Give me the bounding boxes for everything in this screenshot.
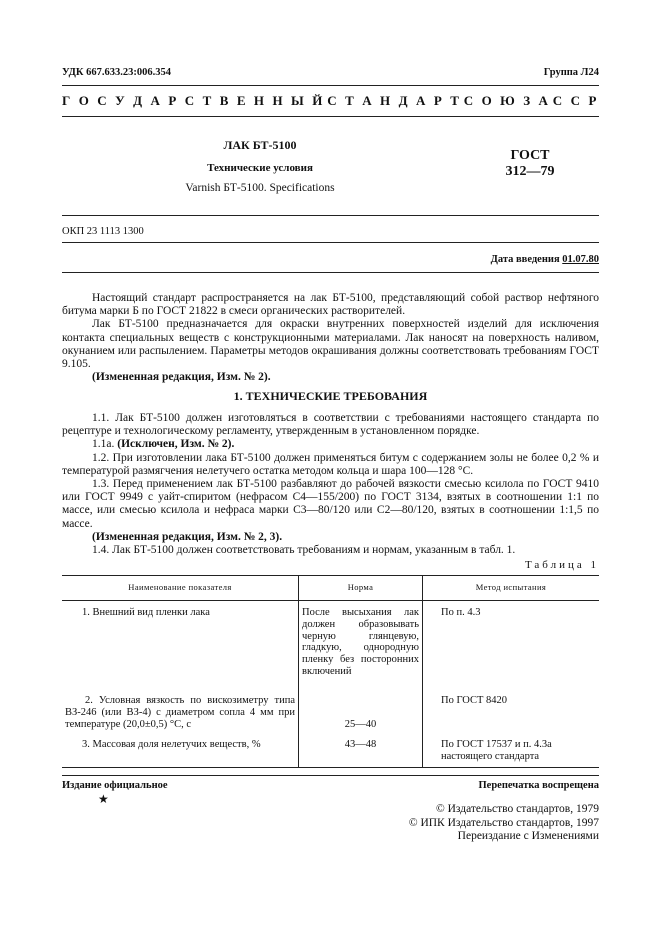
- okp-rule: [62, 242, 599, 243]
- row-2-method: По ГОСТ 8420: [423, 687, 600, 731]
- row-3-method: По ГОСТ 17537 и п. 4.3а настоящего стандарта: [423, 731, 600, 768]
- state-word: С С Р: [552, 93, 599, 108]
- state-word: С Т А Н Д А Р Т: [327, 93, 462, 108]
- clause-1-1: 1.1. Лак БТ-5100 должен изготовляться в соответствии с требованиями настоящего стандарта по рецептуре и технологическому регламенту, утвержденным в установленном порядке.: [62, 412, 599, 438]
- footer-rule: [62, 775, 599, 776]
- copyright-1997: © ИПК Издательство стандартов, 1997: [408, 816, 599, 829]
- section-1-heading: 1. ТЕХНИЧЕСКИЕ ТРЕБОВАНИЯ: [233, 389, 428, 403]
- star-icon: ★: [98, 792, 109, 806]
- header-rule: [62, 85, 599, 86]
- header-indicator: Наименование показателя: [62, 576, 299, 601]
- table-header-row: [62, 576, 599, 601]
- copyright-1979: © Издательство стандартов, 1979: [435, 803, 599, 815]
- intro-date: [491, 254, 599, 265]
- banner-rule: [62, 116, 599, 117]
- english-title: Varnish БТ-5100. Specifications: [185, 182, 335, 194]
- reprint-prohibited: Перепечатка воспрещена: [478, 780, 599, 791]
- header-norm: Норма: [299, 576, 423, 601]
- intro-paragraph-1: Настоящий стандарт распространяется на лак БТ-5100, представляющий собой раствор нефтяного битума марки Б по ГОСТ 21822 в смеси органических растворителей.: [62, 292, 599, 318]
- date-rule: [62, 272, 599, 273]
- table-1: [62, 575, 599, 768]
- row-1-indicator: 1. Внешний вид пленки лака: [82, 607, 210, 618]
- table-row: [62, 731, 599, 768]
- table-row: [62, 601, 599, 688]
- copyright-block: [409, 803, 599, 844]
- table-row: [62, 687, 599, 731]
- title-rule: [62, 215, 599, 216]
- okp-code: ОКП 23 1113 1300: [62, 226, 144, 237]
- standard-subtitle: Технические условия: [207, 162, 313, 174]
- udk-code: УДК 667.633.23:006.354: [62, 67, 171, 78]
- standard-title: ЛАК БТ-5100: [223, 138, 297, 152]
- official-edition: Издание официальное: [62, 780, 168, 791]
- clause-1-2: 1.2. При изготовлении лака БТ-5100 должен применяться битум с содержанием золы не более 0,2 % и температурой размягчения нелетучего остатка методом кольца и шара 100—128 °С.: [62, 451, 599, 477]
- clause-1-1a-number: 1.1а.: [92, 438, 118, 451]
- clause-1-1a-note: (Исключен, Изм. № 2).: [117, 438, 235, 451]
- row-3-norm: 43—48: [299, 731, 423, 768]
- reissue-note: Переиздание с Изменениями: [457, 830, 599, 842]
- section-1-text: [62, 412, 599, 557]
- header-method: Метод испытания: [423, 576, 600, 601]
- clause-1-1a: [62, 438, 599, 451]
- row-1-method: По п. 4.3: [423, 601, 600, 688]
- row-2-norm: 25—40: [299, 687, 423, 731]
- intro-date-value: 01.07.80: [562, 254, 599, 265]
- clause-1-4: 1.4. Лак БТ-5100 должен соответствовать требованиям и нормам, указанным в табл. 1.: [92, 544, 516, 557]
- intro-date-label: Дата введения: [490, 254, 563, 265]
- group-code: Группа Л24: [543, 67, 599, 78]
- row-1-norm: После высыхания лак должен образовывать черную глянцевую, гладкую, однородную пленку без посторонних включений: [299, 601, 423, 688]
- state-word: Г О С У Д А Р С Т В Е Н Н Ы Й: [62, 93, 325, 108]
- state-standard-banner: [62, 93, 599, 109]
- state-word: С О Ю З А: [463, 93, 551, 108]
- intro-amendment-note: (Измененная редакция, Изм. № 2).: [92, 371, 271, 384]
- intro-paragraph-2: Лак БТ-5100 предназначается для окраски внутренних поверхностей изделий для исключения контакта специальных веществ с конструкционными материалами. Лак наносят на поверхность наливом, окунанием или распылением. Параметры методов окрашивания должны соответствовать требованиям ГОСТ 9.105.: [62, 318, 599, 371]
- intro-text: [62, 292, 599, 384]
- row-3-indicator: 3. Массовая доля нелетучих веществ, %: [62, 731, 299, 768]
- clause-1-3-amendment-note: (Измененная редакция, Изм. № 2, 3).: [92, 530, 283, 543]
- clause-1-3: 1.3. Перед применением лак БТ-5100 разбавляют до рабочей вязкости смесью ксилола по ГОСТ 9410 или ГОСТ 9949 с уайт-спиритом (нефрасом С4—155/200) по ГОСТ 3134, взятых в соотношении 1:1 по массе, или смесью ксилола и нефраса марки С3—80/120 или С2—80/120, взятых в соотношении 1:1,5 по массе.: [62, 478, 599, 530]
- row-2-indicator: 2. Условная вязкость по вискозиметру типа ВЗ-246 (или ВЗ-4) с диаметром сопла 4 мм при температуре (20,0±0,5) °С, с: [65, 695, 295, 730]
- gost-label: ГОСТ: [510, 148, 550, 163]
- gost-number: 312—79: [505, 164, 555, 179]
- table-caption: Таблица 1: [524, 559, 599, 571]
